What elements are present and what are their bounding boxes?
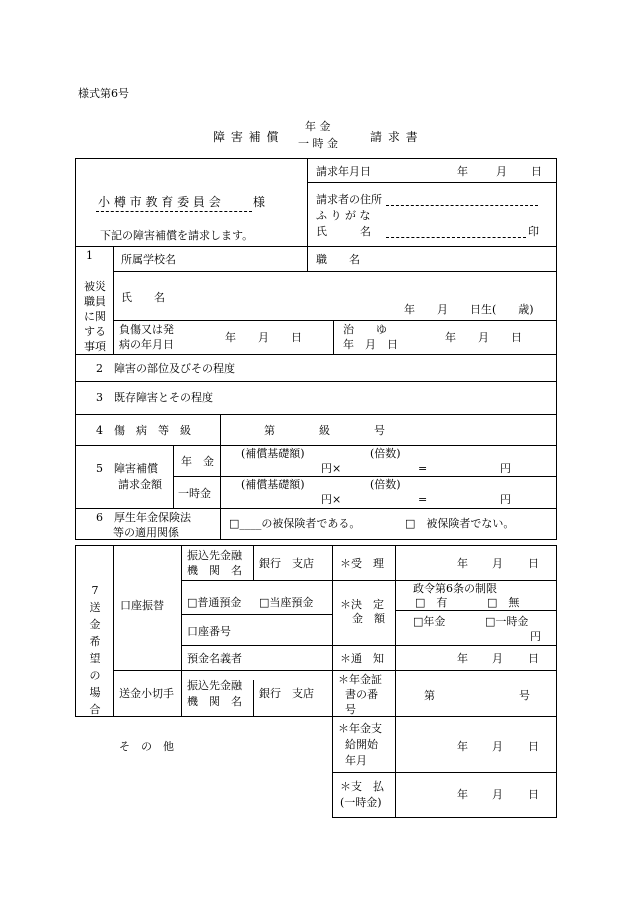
divider bbox=[113, 545, 114, 716]
current-deposit-checkbox[interactable]: □当座預金 bbox=[259, 596, 314, 609]
lump-yen-times: 円× bbox=[321, 493, 342, 506]
notice-label: ＊通 知 bbox=[340, 652, 384, 665]
table2-border-top bbox=[75, 545, 556, 546]
lump-sum-checkbox[interactable]: □一時金 bbox=[485, 615, 529, 628]
divider bbox=[307, 246, 308, 271]
start-month: 月 bbox=[492, 740, 503, 753]
table-border-right bbox=[556, 158, 557, 539]
pay-day: 日 bbox=[528, 788, 539, 801]
divider bbox=[75, 354, 556, 355]
victim-name-label: 氏 名 bbox=[121, 291, 165, 304]
check-bank-label-1: 振込先金融 bbox=[187, 679, 242, 692]
divider bbox=[332, 645, 556, 646]
section6-label-2: 等の適用関係 bbox=[113, 526, 179, 539]
onset-label-2: 病の年月日 bbox=[119, 338, 174, 351]
check-bank-branch: 銀行 支店 bbox=[259, 687, 314, 700]
furigana-label: ふ り が な bbox=[316, 209, 371, 222]
divider bbox=[113, 271, 556, 272]
bank-branch: 銀行 支店 bbox=[259, 557, 314, 570]
divider bbox=[395, 610, 556, 611]
section4-value: 第 級 号 bbox=[264, 424, 385, 437]
pension-equals: = bbox=[418, 462, 428, 475]
pension-yen-times: 円× bbox=[321, 462, 342, 475]
section1-side-label: 被災 職員 に関 する 事項 bbox=[84, 280, 106, 353]
lump-base-amount: (補償基礎額) bbox=[241, 478, 305, 491]
pension-label: 年 金 bbox=[181, 455, 214, 468]
bank-label-1: 振込先金融 bbox=[187, 549, 242, 562]
check-bank-label-2: 機 関 名 bbox=[187, 695, 242, 708]
receipt-day: 日 bbox=[528, 557, 539, 570]
position-label: 職 名 bbox=[316, 253, 360, 266]
cure-label-2: 年 月 日 bbox=[343, 338, 398, 351]
pay-month: 月 bbox=[492, 788, 503, 801]
restriction-label: 政令第6条の制限 bbox=[413, 582, 497, 595]
name-line bbox=[386, 237, 526, 238]
cert-label-1: ＊年金証 bbox=[338, 673, 382, 686]
request-sentence: 下記の障害補償を請求します。 bbox=[100, 229, 254, 242]
other-label: そ の 他 bbox=[119, 740, 174, 753]
title-stack-top: 年 金 bbox=[305, 120, 331, 133]
addressee: 小 樽 市 教 育 委 員 会 bbox=[98, 195, 221, 209]
lump-equals: = bbox=[418, 493, 428, 506]
section3-label: 3 既存障害とその程度 bbox=[96, 391, 213, 404]
section7-side-label: 7 送 金 希 望 の 場 合 bbox=[89, 584, 101, 716]
divider bbox=[75, 381, 556, 382]
table-border-left bbox=[75, 158, 76, 539]
start-label-3: 年月 bbox=[345, 754, 367, 767]
decision-label-1: ＊決 定 bbox=[340, 598, 384, 611]
receipt-year: 年 bbox=[457, 557, 468, 570]
pension-base-amount: (補償基礎額) bbox=[241, 447, 305, 460]
table-border-bottom bbox=[75, 539, 557, 540]
request-year: 年 bbox=[457, 165, 468, 178]
form-number: 様式第6号 bbox=[78, 87, 129, 100]
title-stack-bottom: 一 時 金 bbox=[298, 137, 338, 150]
section4-label: 4 傷 病 等 級 bbox=[96, 424, 191, 437]
divider bbox=[113, 320, 556, 321]
cure-label-1: 治 ゆ bbox=[343, 323, 387, 336]
address-label: 請求者の住所 bbox=[316, 193, 382, 206]
bank-label-2: 機 関 名 bbox=[187, 564, 242, 577]
divider bbox=[75, 414, 556, 415]
pension-yen: 円 bbox=[500, 462, 511, 475]
table-border-top bbox=[75, 158, 556, 159]
start-day: 日 bbox=[528, 740, 539, 753]
request-day: 日 bbox=[531, 165, 542, 178]
not-insured-checkbox[interactable]: □ 被保険者でない。 bbox=[405, 517, 515, 530]
addressee-underline bbox=[96, 211, 252, 212]
decision-yen: 円 bbox=[530, 630, 541, 643]
cert-dai: 第 bbox=[424, 689, 435, 702]
divider bbox=[173, 476, 556, 477]
account-number-label: 口座番号 bbox=[187, 625, 231, 638]
ordinary-deposit-checkbox[interactable]: □普通預金 bbox=[187, 596, 242, 609]
pay-year: 年 bbox=[457, 788, 468, 801]
divider bbox=[75, 246, 556, 247]
pension-multiplier: (倍数) bbox=[370, 447, 401, 460]
section2-label: 2 障害の部位及びその程度 bbox=[96, 362, 235, 375]
lump-sum-label: 一時金 bbox=[178, 487, 211, 500]
school-name-label: 所属学校名 bbox=[121, 253, 176, 266]
divider bbox=[181, 614, 332, 615]
divider bbox=[253, 680, 254, 716]
lump-multiplier: (倍数) bbox=[370, 478, 401, 491]
notice-day: 日 bbox=[528, 652, 539, 665]
table2-border-bottom-right bbox=[332, 817, 557, 818]
cure-date: 年 月 日 bbox=[445, 331, 522, 344]
divider bbox=[75, 508, 556, 509]
divider bbox=[332, 772, 556, 773]
account-transfer-label: 口座振替 bbox=[120, 599, 164, 612]
divider bbox=[113, 670, 556, 671]
restriction-yes-checkbox[interactable]: □ 有 bbox=[415, 596, 448, 609]
section5-label-1: 5 障害補償 bbox=[96, 462, 158, 475]
divider bbox=[332, 580, 556, 581]
divider bbox=[181, 545, 182, 716]
request-month: 月 bbox=[496, 165, 507, 178]
restriction-no-checkbox[interactable]: □ 無 bbox=[487, 596, 520, 609]
table2-border-bottom-left bbox=[75, 716, 332, 717]
name-label: 氏 名 bbox=[316, 225, 371, 238]
divider bbox=[75, 445, 556, 446]
addressee-sama: 様 bbox=[253, 195, 266, 209]
divider bbox=[333, 320, 334, 354]
divider bbox=[307, 182, 556, 183]
divider bbox=[181, 580, 332, 581]
divider bbox=[307, 158, 308, 246]
divider bbox=[332, 716, 556, 717]
onset-date: 年 月 日 bbox=[225, 331, 302, 344]
insured-checkbox[interactable]: □____の被保険者である。 bbox=[229, 517, 361, 530]
address-line bbox=[386, 205, 538, 206]
divider bbox=[181, 645, 332, 646]
account-holder-label: 預金名義者 bbox=[187, 652, 242, 665]
start-label-1: ＊年金支 bbox=[338, 722, 382, 735]
section6-label-1: 6 厚生年金保険法 bbox=[96, 511, 191, 524]
cert-label-2: 書の番 bbox=[345, 688, 378, 701]
request-date-label: 請求年月日 bbox=[316, 165, 371, 178]
start-label-2: 給開始 bbox=[345, 738, 378, 751]
notice-year: 年 bbox=[457, 652, 468, 665]
pay-label-1: ＊支 払 bbox=[340, 780, 384, 793]
cert-go: 号 bbox=[519, 689, 530, 702]
cert-label-3: 号 bbox=[345, 703, 356, 716]
birth-date: 年 月 日生( 歳) bbox=[404, 303, 534, 316]
lump-yen: 円 bbox=[500, 493, 511, 506]
pension-checkbox[interactable]: □年金 bbox=[413, 615, 446, 628]
section5-label-2: 請求金額 bbox=[118, 478, 162, 491]
section1-number: 1 bbox=[86, 249, 93, 262]
check-label: 送金小切手 bbox=[119, 687, 174, 700]
title-part2: 請 求 書 bbox=[370, 130, 419, 144]
decision-label-2: 金 額 bbox=[352, 612, 385, 625]
receipt-label: ＊受 理 bbox=[340, 557, 384, 570]
receipt-month: 月 bbox=[492, 557, 503, 570]
notice-month: 月 bbox=[492, 652, 503, 665]
title-part1: 障 害 補 償 bbox=[213, 130, 280, 144]
divider bbox=[113, 246, 114, 354]
divider bbox=[332, 545, 333, 817]
pay-label-2: (一時金) bbox=[340, 796, 382, 809]
seal-mark: 印 bbox=[528, 225, 539, 238]
onset-label-1: 負傷又は発 bbox=[119, 323, 174, 336]
divider bbox=[395, 545, 396, 817]
divider bbox=[253, 545, 254, 580]
start-year: 年 bbox=[457, 740, 468, 753]
table2-border-left bbox=[75, 545, 76, 716]
table2-border-right bbox=[556, 545, 557, 817]
